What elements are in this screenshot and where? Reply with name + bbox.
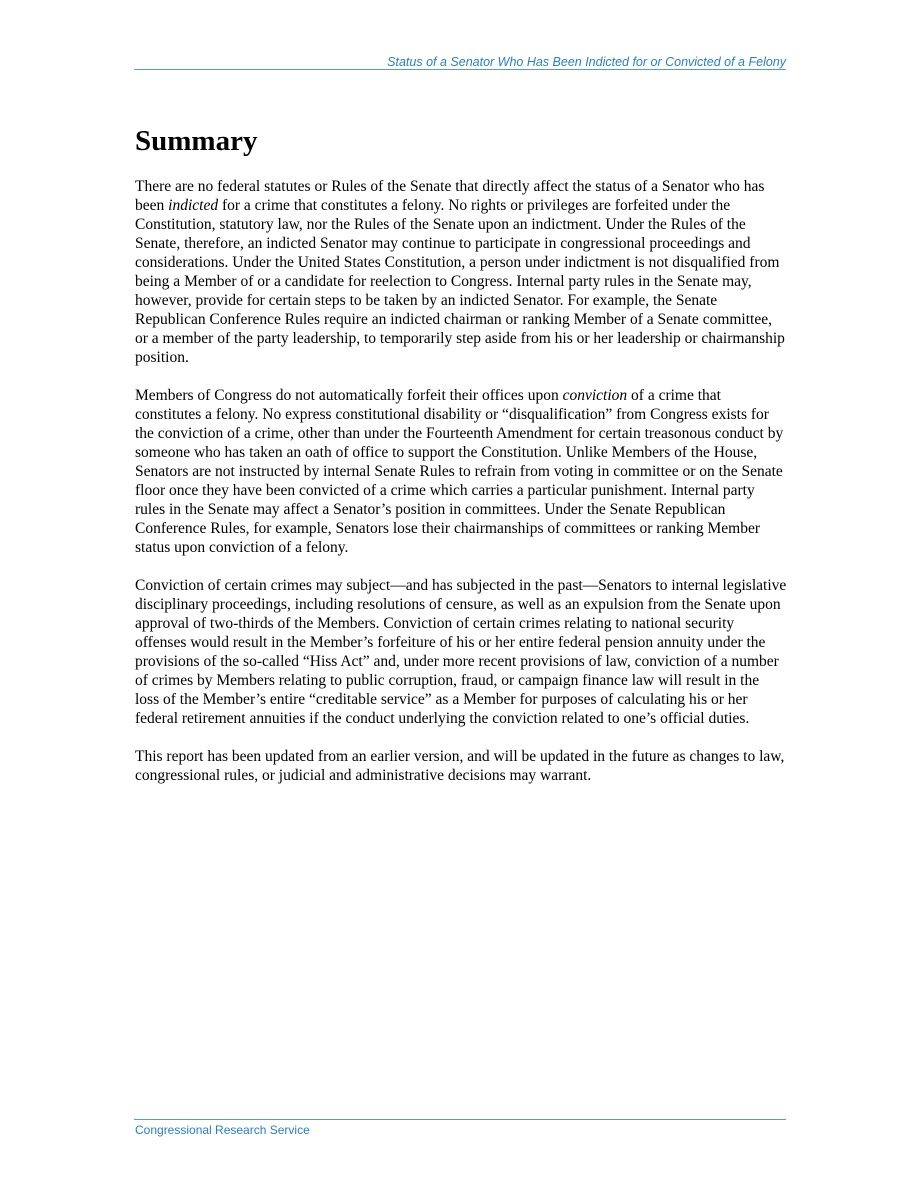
paragraph-indictment-rest: for a crime that constitutes a felony. No rights or privileges are forfeited under the Constitution, statutory law, nor the Rules of the Senate upon an indictment. Under the Rules of the Senate, therefore, an indicted Senator may continue to participate in congressional proceedings and considerations. Under the United States Constitution, a person under indictment is not disqualified from being a Member of or a candidate for reelection to Congress. Internal party rules in the Senate may, however, provide for certain steps to be taken by an indicted Senator. For example, the Senate Republican Conference Rules require an indicted chairman or ranking Member of a Senate committee, or a member of the party leadership, to temporarily step aside from his or her leadership or chairmanship position. xyxy=(135,197,785,366)
paragraph-conviction-rest: of a crime that constitutes a felony. No express constitutional disability or “disqualification” from Congress exists for the conviction of a crime, other than under the Fourteenth Amendment for certain treasonous conduct by someone who has taken an oath of office to support the Constitution. Unlike Members of the House, Senators are not instructed by internal Senate Rules to refrain from voting in committee or on the Senate floor once they have been convicted of a crime which carries a particular punishment. Internal party rules in the Senate may affect a Senator’s position in committees. Under the Senate Republican Conference Rules, for example, Senators lose their chairmanships of committees or ranking Member status upon conviction of a felony. xyxy=(135,387,784,556)
paragraph-indictment xyxy=(135,177,787,367)
paragraph-discipline: Conviction of certain crimes may subject—and has subjected in the past—Senators to internal legislative disciplinary proceedings, including resolutions of censure, as well as an expulsion from the Senate upon approval of two-thirds of the Members. Conviction of certain crimes relating to national security offenses would result in the Member’s forfeiture of his or her entire federal pension annuity under the provisions of the so-called “Hiss Act” and, under more recent provisions of law, conviction of a number of crimes by Members relating to public corruption, fraud, or campaign finance law will result in the loss of the Member’s entire “creditable service” as a Member for purposes of calculating his or her federal retirement annuities if the conduct underlying the conviction related to one’s official duties. xyxy=(135,577,787,727)
footer-divider xyxy=(134,1119,786,1120)
header-divider xyxy=(134,69,786,70)
footer-organization: Congressional Research Service xyxy=(135,1123,310,1137)
page-title: Summary xyxy=(135,125,258,157)
emphasis-indicted: indicted xyxy=(168,197,219,214)
summary-body xyxy=(135,177,787,804)
paragraph-conviction-lead: Members of Congress do not automatically forfeit their offices upon xyxy=(135,387,563,404)
running-header-title: Status of a Senator Who Has Been Indicted for or Convicted of a Felony xyxy=(387,55,786,69)
emphasis-conviction: conviction xyxy=(562,387,628,404)
paragraph-update-note: This report has been updated from an earlier version, and will be updated in the future as changes to law, congressional rules, or judicial and administrative decisions may warrant. xyxy=(135,748,785,784)
paragraph-indictment-lead: There are no federal statutes or Rules of the Senate that directly affect the status of a Senator who has been xyxy=(135,178,765,214)
paragraph-conviction xyxy=(135,386,787,557)
